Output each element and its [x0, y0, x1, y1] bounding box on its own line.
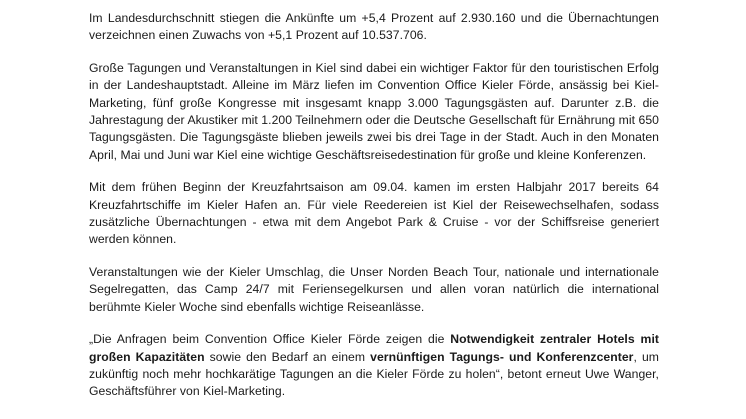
paragraph-events: Veranstaltungen wie der Kieler Umschlag, die Unser Norden Beach Tour, nationale und internationale Segelregatten, das Camp 24/7 mit Feriensegelkursen und allen voran natürlich die international berühmte Kieler Woche sind ebenfalls wichtige Reiseanlässe.	[89, 264, 659, 314]
quote-text-3: , um zukünftig noch mehr hochkarätige Tagungen an die Kieler Förde zu holen“, betont erneut Uwe Wanger, Geschäftsführer von Kiel-Marketing.	[89, 349, 659, 399]
paragraph-statewide-stats: Im Landesdurchschnitt stiegen die Ankünfte um +5,4 Prozent auf 2.930.160 und die Übernachtungen verzeichnen einen Zuwachs von +5,1 Prozent auf 10.537.706.	[89, 11, 659, 43]
quote-text-2: sowie den Bedarf an einem	[204, 349, 371, 364]
document-page	[89, 10, 659, 416]
quote-bold-hotels: Notwendigkeit zentraler Hotels mit großen Kapazitäten	[89, 332, 659, 364]
paragraph-quote	[89, 331, 659, 401]
paragraph-cruise-season: Mit dem frühen Beginn der Kreuzfahrtsaison am 09.04. kamen im ersten Halbjahr 2017 bereits 64 Kreuzfahrtschiffe im Kieler Hafen an. Für viele Reedereien ist Kiel der Reisewechselhafen, sodass zusätzliche Übernachtungen - etwa mit dem Angebot Park & Cruise - vor der Schiffsreise generiert werden können.	[89, 180, 659, 247]
quote-bold-conference-center: vernünftigen Tagungs- und Konferenzcenter	[370, 349, 634, 364]
quote-text-1: „Die Anfragen beim Convention Office Kieler Förde zeigen die	[89, 332, 451, 347]
paragraph-conferences: Große Tagungen und Veranstaltungen in Kiel sind dabei ein wichtiger Faktor für den touristischen Erfolg in der Landeshauptstadt. Alleine im März liefen im Convention Office Kieler Förde, ansässig bei Kiel-Marketing, fünf große Kongresse mit insgesamt knapp 3.000 Tagungsgästen auf. Darunter z.B. die Jahrestagung der Akustiker mit 1.200 Teilnehmern oder die Deutsche Gesellschaft für Ernährung mit 650 Tagungsgästen. Die Tagungsgäste blieben jeweils zwei bis drei Tage in der Stadt. Auch in den Monaten April, Mai und Juni war Kiel eine wichtige Geschäftsreisedestination für große und kleine Konferenzen.	[89, 60, 659, 162]
